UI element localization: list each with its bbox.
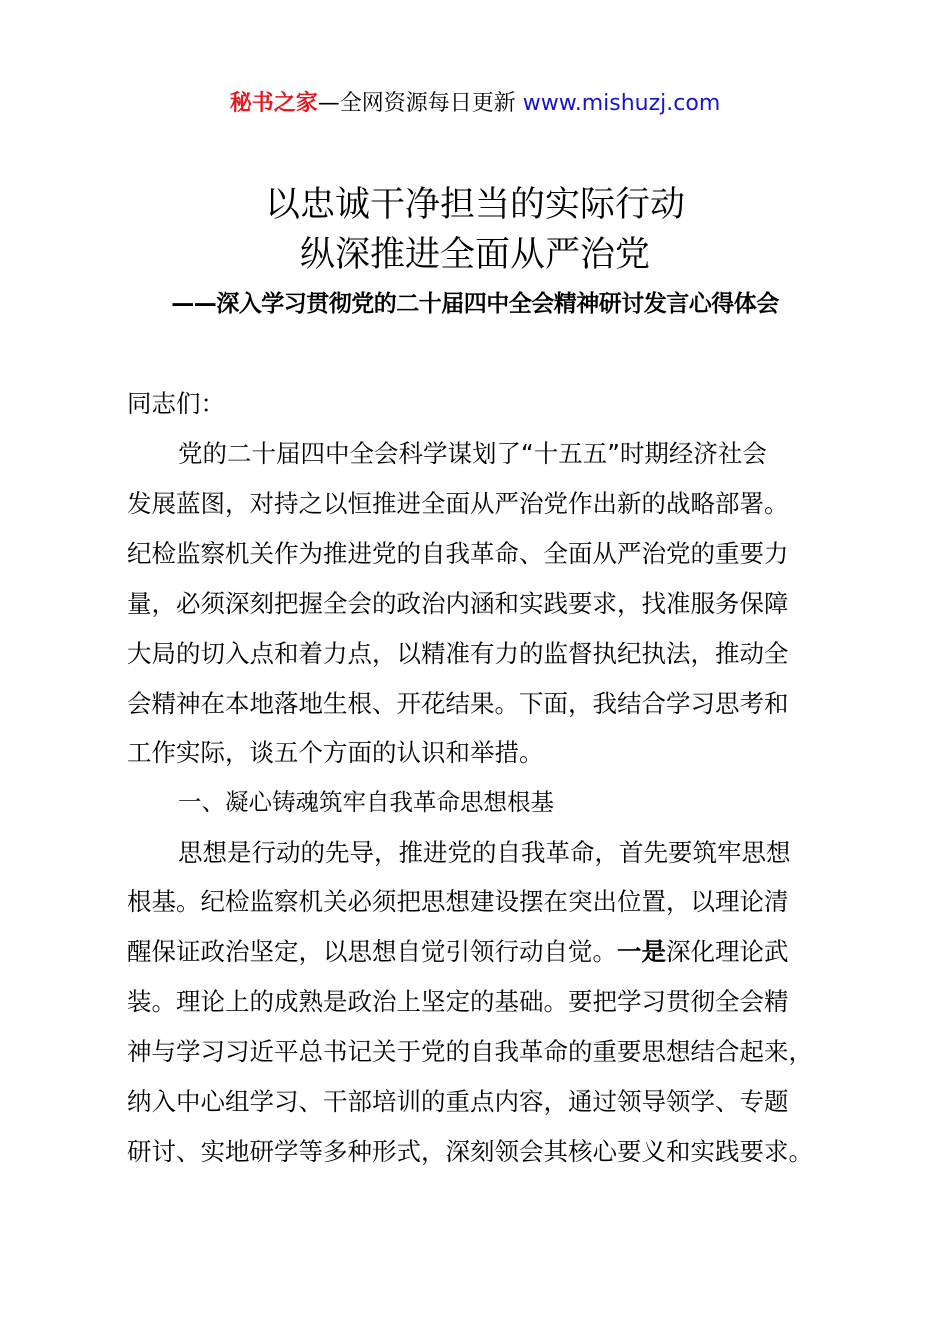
salutation: 同志们： — [127, 389, 225, 418]
title-line-2: 纵深推进全面从严治党 — [299, 235, 650, 275]
text-run: 深化理论武 — [666, 937, 789, 966]
title-line-1: 以忠诚干净担当的实际行动 — [264, 185, 685, 225]
site-header — [0, 89, 950, 119]
paragraph-line: 工作实际，谈五个方面的认识和举措。 — [127, 738, 544, 767]
paragraph-line: 纪检监察机关作为推进党的自我革命、全面从严治党的重要力 — [127, 539, 789, 568]
bold-point-label: 一是 — [617, 937, 666, 966]
brand-name: 秘书之家 — [229, 91, 318, 116]
paragraph-line: 纳入中心组学习、干部培训的重点内容，通过领导领学、专题 — [127, 1087, 789, 1116]
paragraph-line: 大局的切入点和着力点，以精准有力的监督执纪执法，推动全 — [127, 639, 789, 668]
paragraph-line: 思想是行动的先导，推进党的自我革命，首先要筑牢思想 — [178, 838, 791, 867]
paragraph-line: 发展蓝图，对持之以恒推进全面从严治党作出新的战略部署。 — [127, 489, 789, 518]
paragraph-line: 量，必须深刻把握全会的政治内涵和实践要求，找准服务保障 — [127, 589, 789, 618]
paragraph-line: 根基。纪检监察机关必须把思想建设摆在突出位置，以理论清 — [127, 887, 789, 916]
paragraph-line: 研讨、实地研学等多种形式，深刻领会其核心要义和实践要求。 — [127, 1137, 813, 1166]
paragraph-line: 党的二十届四中全会科学谋划了“十五五”时期经济社会 — [178, 439, 767, 468]
paragraph-line: 神与学习习近平总书记关于党的自我革命的重要思想结合起来， — [127, 1037, 813, 1066]
paragraph-line — [127, 936, 789, 968]
paragraph-line: 装。理论上的成熟是政治上坚定的基础。要把学习贯彻全会精 — [127, 987, 789, 1016]
subtitle: ——深入学习贯彻党的二十届四中全会精神研讨发言心得体会 — [171, 291, 779, 317]
text-run: 醒保证政治坚定，以思想自觉引领行动自觉。 — [127, 937, 617, 966]
header-tagline: —全网资源每日更新 — [317, 91, 523, 116]
site-url-link[interactable]: www.mishuzj.com — [522, 91, 721, 116]
section-heading: 一、凝心铸魂筑牢自我革命思想根基 — [178, 788, 554, 816]
paragraph-line: 会精神在本地落地生根、开花结果。下面，我结合学习思考和 — [127, 689, 789, 718]
